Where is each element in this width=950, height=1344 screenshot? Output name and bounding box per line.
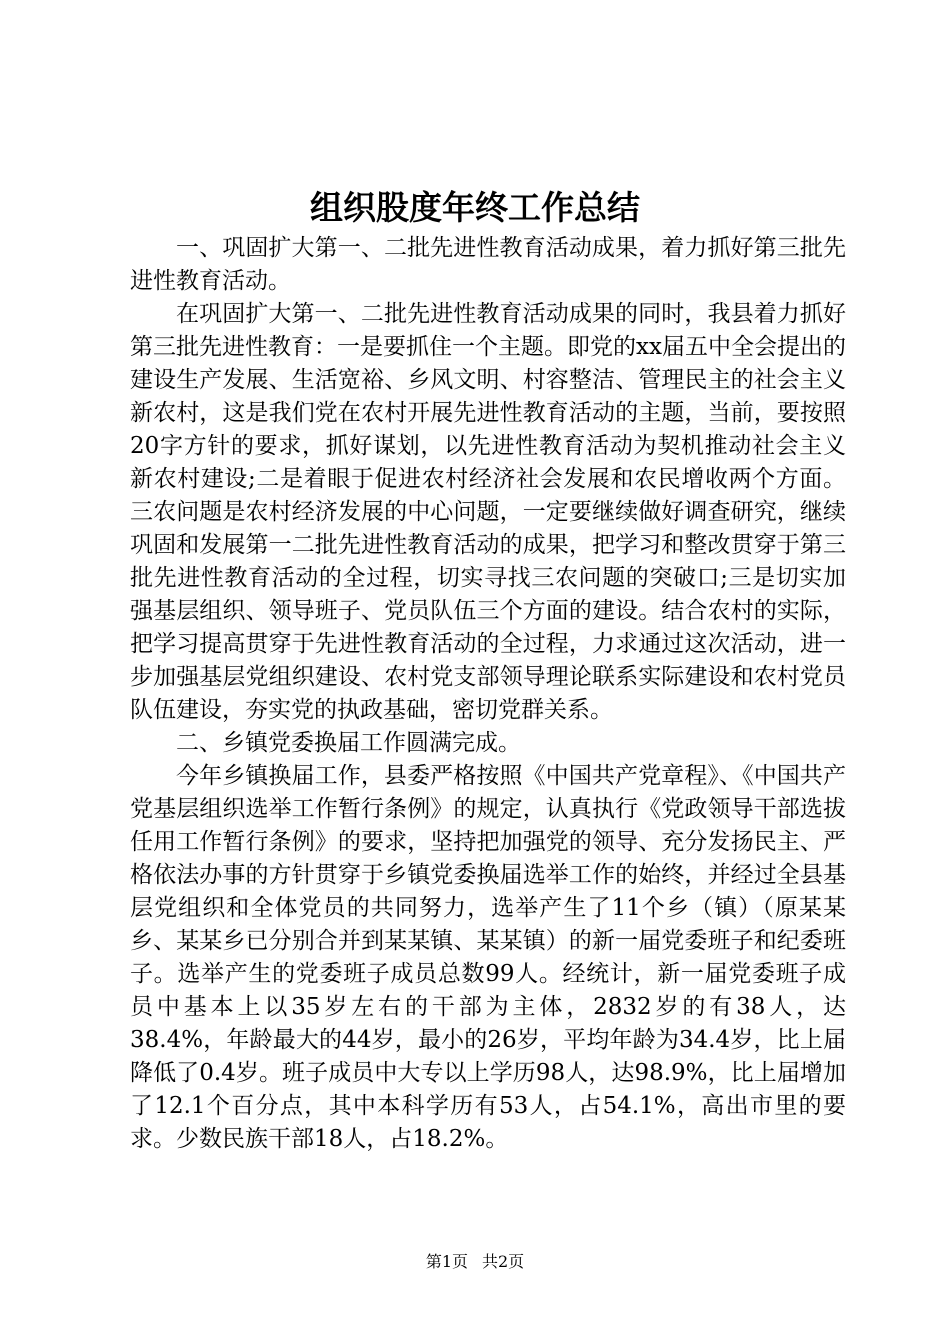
document-body — [130, 232, 846, 1156]
page-footer — [0, 1250, 950, 1274]
paragraph-heading-1: 一、巩固扩大第一、二批先进性教育活动成果，着力抓好第三批先进性教育活动。 — [130, 235, 846, 294]
paragraph-heading-2: 二、乡镇党委换届工作圆满完成。 — [176, 730, 521, 756]
page-number-total: 共2页 — [482, 1252, 525, 1271]
paragraph-body-2: 今年乡镇换届工作，县委严格按照《中国共产党章程》、《中国共产党基层组织选举工作暂行条例》的规定，认真执行《党政领导干部选拔任用工作暂行条例》的要求，坚持把加强党的领导、充分发扬民主、严格依法办事的方针贯穿于乡镇党委换届选举工作的始终，并经过全县基层党组织和全体党员的共同努力，选举产生了11个乡（镇）（原某某乡、某某乡已分别合并到某某镇、某某镇）的新一届党委班子和纪委班子。选举产生的党委班子成员总数99人。经统计，新一届党委班子成员中基本上以35岁左右的干部为主体，2832岁的有38人，达38.4%，年龄最大的44岁，最小的26岁，平均年龄为34.4岁，比上届降低了0.4岁。班子成员中大专以上学历98人，达98.9%，比上届增加了12.1个百分点，其中本科学历有53人，占54.1%，高出市里的要求。少数民族干部18人，占18.2%。 — [130, 763, 846, 1152]
page-number-current: 第1页 — [425, 1252, 468, 1271]
document-title: 组织股度年终工作总结 — [310, 188, 640, 227]
paragraph-body-1: 在巩固扩大第一、二批先进性教育活动成果的同时，我县着力抓好第三批先进性教育：一是要抓住一个主题。即党的xx届五中全会提出的建设生产发展、生活宽裕、乡风文明、村容整洁、管理民主的社会主义新农村，这是我们党在农村开展先进性教育活动的主题，当前，要按照20字方针的要求，抓好谋划，以先进性教育活动为契机推动社会主义新农村建设;二是着眼于促进农村经济社会发展和农民增收两个方面。三农问题是农村经济发展的中心问题，一定要继续做好调查研究，继续巩固和发展第一二批先进性教育活动的成果，把学习和整改贯穿于第三批先进性教育活动的全过程，切实寻找三农问题的突破口;三是切实加强基层组织、领导班子、党员队伍三个方面的建设。结合农村的实际，把学习提高贯穿于先进性教育活动的全过程，力求通过这次活动，进一步加强基层党组织建设、农村党支部领导理论联系实际建设和农村党员队伍建设，夯实党的执政基础，密切党群关系。 — [130, 301, 846, 723]
